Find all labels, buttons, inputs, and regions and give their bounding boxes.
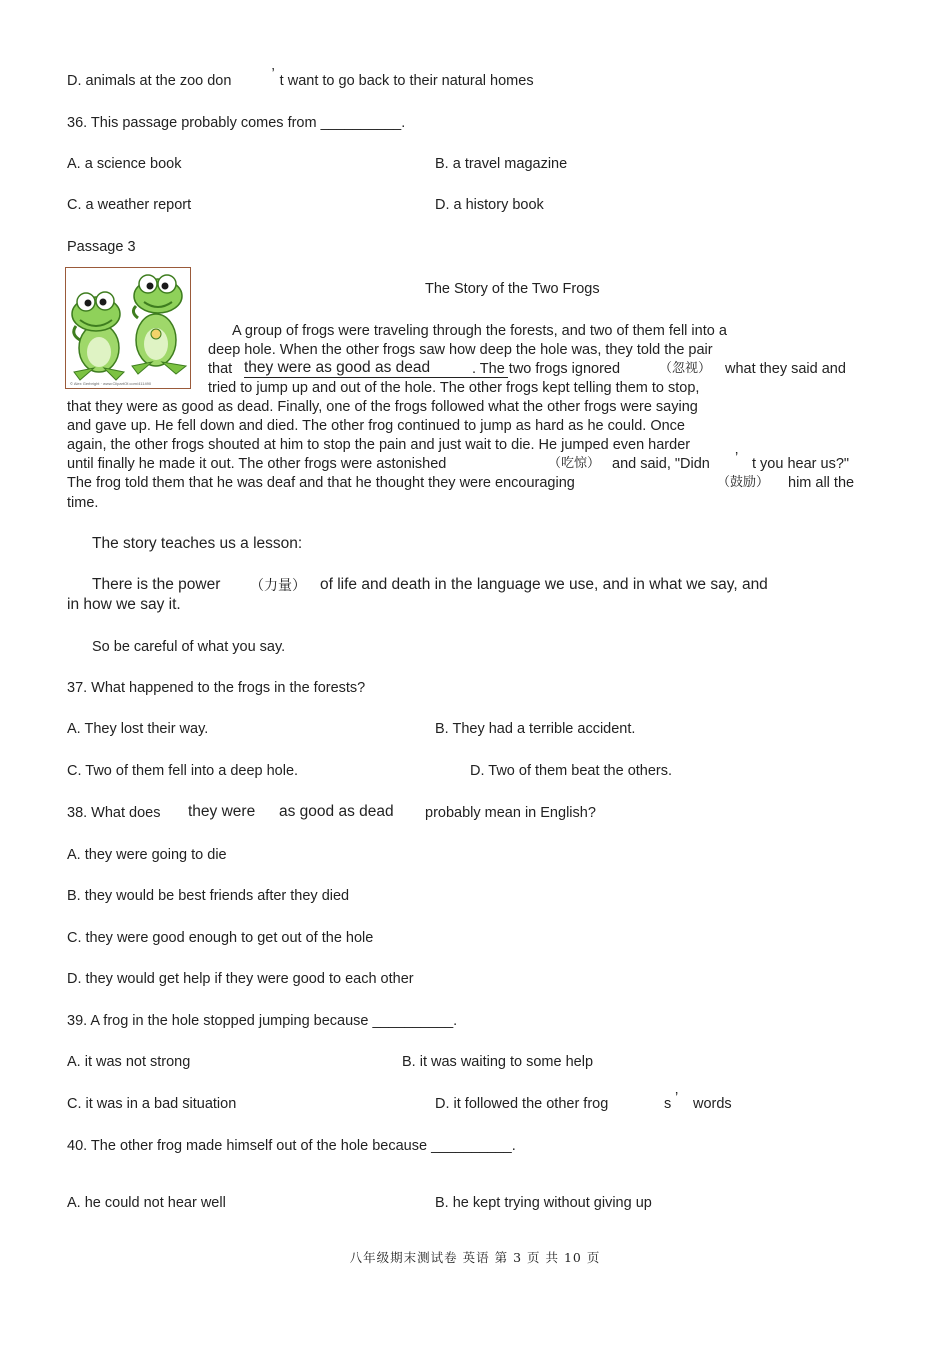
story-line: deep hole. When the other frogs saw how deep the hole was, they told the pair — [208, 342, 713, 358]
q39-option-d — [435, 1090, 732, 1113]
closing-line: So be careful of what you say. — [92, 639, 286, 655]
q35-option-d-text-end: t want to go back to their natural homes — [279, 73, 534, 89]
story-line — [208, 359, 846, 378]
apostrophe: ’ — [271, 66, 275, 82]
story-text: . The two frogs ignored — [472, 361, 621, 377]
q38-text: 38. What does — [67, 805, 161, 821]
story-title: The Story of the Two Frogs — [425, 281, 600, 297]
story-line: that they were as good as dead. Finally, one of the frogs followed what the other frogs were saying — [67, 399, 698, 415]
lesson-intro: The story teaches us a lesson: — [92, 535, 303, 552]
frogs-icon — [66, 268, 190, 388]
story-line — [67, 450, 850, 473]
story-text: until finally he made it out. The other frogs were astonished — [67, 456, 447, 472]
q35-option-d-text: D. animals at the zoo don — [67, 73, 232, 89]
q39-option-b: B. it was waiting to some help — [402, 1054, 594, 1070]
gloss-astonished: （吃惊） — [548, 456, 601, 471]
q39-option-c: C. it was in a bad situation — [67, 1096, 237, 1112]
q37-option-c: C. Two of them fell into a deep hole. — [67, 763, 299, 779]
page-footer: 八年级期末测试卷 英语 第 3 页 共 10 页 — [349, 1250, 601, 1265]
q36-question: 36. This passage probably comes from __________. — [67, 115, 406, 131]
q38-quoted-phrase: they were — [188, 803, 256, 820]
q37-option-a: A. They lost their way. — [67, 721, 209, 737]
story-text: him all the — [788, 475, 855, 491]
story-text: and said, "Didn — [612, 456, 710, 472]
q40-question: 40. The other frog made himself out of the hole because __________. — [67, 1138, 516, 1154]
q38-text: probably mean in English? — [425, 805, 596, 821]
story-line — [67, 474, 855, 492]
two-frogs-illustration — [65, 267, 191, 389]
q36-option-d: D. a history book — [435, 197, 544, 213]
apostrophe: ’ — [675, 1090, 679, 1106]
gloss-ignored: （忽视） — [659, 361, 712, 376]
story-line: and gave up. He fell down and died. The other frog continued to jump as hard as he could. Once — [67, 418, 685, 434]
lesson-text: There is the power — [92, 576, 221, 593]
q37-question: 37. What happened to the frogs in the forests? — [67, 680, 366, 696]
q40-option-b: B. he kept trying without giving up — [435, 1195, 652, 1211]
story-text: what they said and — [725, 361, 846, 377]
passage-label: Passage 3 — [67, 239, 136, 255]
q38-quoted-phrase: as good as dead — [279, 803, 394, 820]
q39-option-a: A. it was not strong — [67, 1054, 191, 1070]
q37-option-d: D. Two of them beat the others. — [470, 763, 673, 779]
q38-option-a: A. they were going to die — [67, 847, 227, 863]
q39-option-d-text: D. it followed the other frog — [435, 1096, 609, 1112]
story-text: t you hear us?" — [752, 456, 850, 472]
q36-option-c: C. a weather report — [67, 197, 192, 213]
image-caption: © Alex Gerbright · www.ClipartOf.com/411490 — [70, 381, 152, 386]
underlined-phrase: they were as good as dead — [244, 359, 508, 378]
story-text: The frog told them that he was deaf and that he thought they were encouraging — [67, 475, 575, 491]
gloss-encouraging: （鼓励） — [717, 475, 770, 490]
q35-option-d — [67, 66, 534, 90]
story-line: time. — [67, 495, 99, 511]
story-line: again, the other frogs shouted at him to stop the pain and just wait to die. He jumped even harder — [67, 437, 691, 453]
q38-question — [67, 803, 596, 822]
q39-option-d-text: s — [664, 1096, 672, 1112]
q40-option-a: A. he could not hear well — [67, 1195, 226, 1211]
q39-question: 39. A frog in the hole stopped jumping because __________. — [67, 1013, 458, 1029]
lesson-text: of life and death in the language we use, and in what we say, and — [320, 576, 768, 593]
apostrophe: ’ — [735, 450, 739, 466]
lesson-line — [92, 576, 768, 594]
q38-option-d: D. they would get help if they were good to each other — [67, 971, 414, 987]
q38-option-b: B. they would be best friends after they died — [67, 888, 350, 904]
q36-option-a: A. a science book — [67, 156, 182, 172]
story-line: A group of frogs were traveling through the forests, and two of them fell into a — [232, 323, 727, 339]
gloss-power: （力量） — [250, 578, 306, 594]
q37-option-b: B. They had a terrible accident. — [435, 721, 636, 737]
lesson-line: in how we say it. — [67, 596, 181, 613]
story-line: tried to jump up and out of the hole. The other frogs kept telling them to stop, — [208, 380, 700, 396]
q39-option-d-text: words — [693, 1096, 732, 1112]
q36-option-b: B. a travel magazine — [435, 156, 568, 172]
q38-option-c: C. they were good enough to get out of the hole — [67, 930, 374, 946]
story-text: that — [208, 361, 233, 377]
